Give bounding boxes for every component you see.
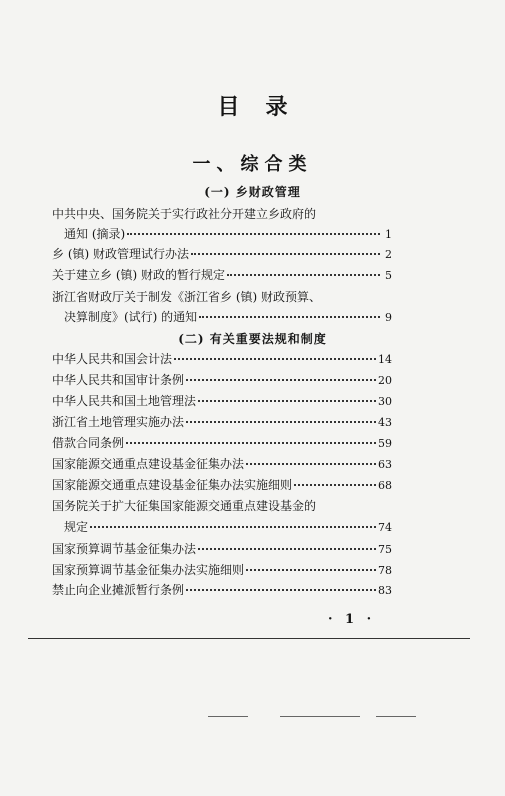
entry-text: 国家能源交通重点建设基金征集办法 bbox=[52, 457, 245, 471]
entry-page: 20 bbox=[378, 374, 392, 387]
toc-entry bbox=[52, 476, 392, 494]
dot-leader bbox=[174, 358, 376, 360]
dot-leader bbox=[198, 400, 376, 402]
entry-page: 59 bbox=[378, 437, 392, 450]
toc-entry bbox=[52, 245, 392, 263]
toc-entry bbox=[52, 308, 392, 326]
entry-text: 国家预算调节基金征集办法实施细则 bbox=[52, 563, 245, 577]
page-number: · 1 · bbox=[328, 612, 376, 627]
entry-text: 关于建立乡 (镇) 财政的暂行规定 bbox=[52, 268, 225, 282]
toc-entry bbox=[52, 392, 392, 410]
entry-page: 43 bbox=[378, 416, 392, 429]
entry-text: 借款合同条例 bbox=[52, 436, 125, 450]
toc-entry bbox=[52, 518, 392, 536]
scan-mark bbox=[376, 716, 416, 717]
page-title: 目录 bbox=[217, 94, 314, 120]
scan-mark bbox=[280, 716, 360, 717]
toc-entry bbox=[52, 561, 392, 579]
entry-page: 74 bbox=[378, 521, 392, 534]
dot-leader bbox=[246, 463, 376, 465]
dot-leader bbox=[246, 569, 376, 571]
entry-page: 63 bbox=[378, 458, 392, 471]
toc-entry bbox=[52, 288, 392, 306]
entry-text: 国家预算调节基金征集办法 bbox=[52, 542, 197, 556]
entry-text: 浙江省土地管理实施办法 bbox=[52, 415, 185, 429]
toc-entry bbox=[52, 413, 392, 431]
entry-page: 9 bbox=[385, 311, 392, 324]
entry-text: 乡 (镇) 财政管理试行办法 bbox=[52, 247, 189, 261]
toc-entry bbox=[52, 434, 392, 452]
dot-leader bbox=[186, 589, 376, 591]
dot-leader bbox=[227, 274, 380, 276]
toc-entry bbox=[52, 581, 392, 599]
dot-leader bbox=[126, 442, 376, 444]
entry-text: 国家能源交通重点建设基金征集办法实施细则 bbox=[52, 478, 293, 492]
entry-page: 30 bbox=[378, 395, 392, 408]
toc-entry bbox=[52, 205, 392, 223]
entry-page: 83 bbox=[378, 584, 392, 597]
entry-page: 14 bbox=[378, 353, 392, 366]
toc-entry bbox=[52, 497, 392, 515]
section-title: 一、综合类 bbox=[192, 154, 313, 175]
entry-text: 中共中央、国务院关于实行政社分开建立乡政府的 bbox=[52, 207, 317, 221]
dot-leader bbox=[90, 526, 376, 528]
toc-entry bbox=[52, 225, 392, 243]
scan-mark bbox=[208, 716, 248, 717]
entry-page: 2 bbox=[385, 248, 392, 261]
entry-text: 决算制度》(试行) 的通知 bbox=[64, 310, 198, 324]
entry-page: 78 bbox=[378, 564, 392, 577]
dot-leader bbox=[199, 316, 380, 318]
subsection-title-2: (二) 有关重要法规和制度 bbox=[178, 332, 327, 346]
entry-page: 75 bbox=[378, 543, 392, 556]
toc-entry bbox=[52, 266, 392, 284]
entry-text: 通知 (摘录) bbox=[64, 227, 126, 241]
toc-entry bbox=[52, 455, 392, 473]
entry-text: 禁止向企业摊派暂行条例 bbox=[52, 583, 185, 597]
dot-leader bbox=[186, 379, 376, 381]
dot-leader bbox=[294, 484, 376, 486]
toc-entry bbox=[52, 540, 392, 558]
dot-leader bbox=[198, 548, 376, 550]
subsection-title-1: (一) 乡财政管理 bbox=[204, 185, 301, 199]
entry-text: 中华人民共和国土地管理法 bbox=[52, 394, 197, 408]
entry-text: 国务院关于扩大征集国家能源交通重点建设基金的 bbox=[52, 499, 317, 513]
page-edge-rule bbox=[28, 638, 470, 639]
entry-text: 中华人民共和国会计法 bbox=[52, 352, 173, 366]
dot-leader bbox=[127, 233, 380, 235]
entry-text: 规定 bbox=[64, 520, 89, 534]
dot-leader bbox=[186, 421, 376, 423]
dot-leader bbox=[191, 253, 380, 255]
entry-page: 1 bbox=[385, 228, 392, 241]
entry-page: 68 bbox=[378, 479, 392, 492]
toc-entry bbox=[52, 371, 392, 389]
toc-entry bbox=[52, 350, 392, 368]
entry-text: 中华人民共和国审计条例 bbox=[52, 373, 185, 387]
entry-page: 5 bbox=[385, 269, 392, 282]
entry-text: 浙江省财政厅关于制发《浙江省乡 (镇) 财政预算、 bbox=[52, 290, 321, 304]
